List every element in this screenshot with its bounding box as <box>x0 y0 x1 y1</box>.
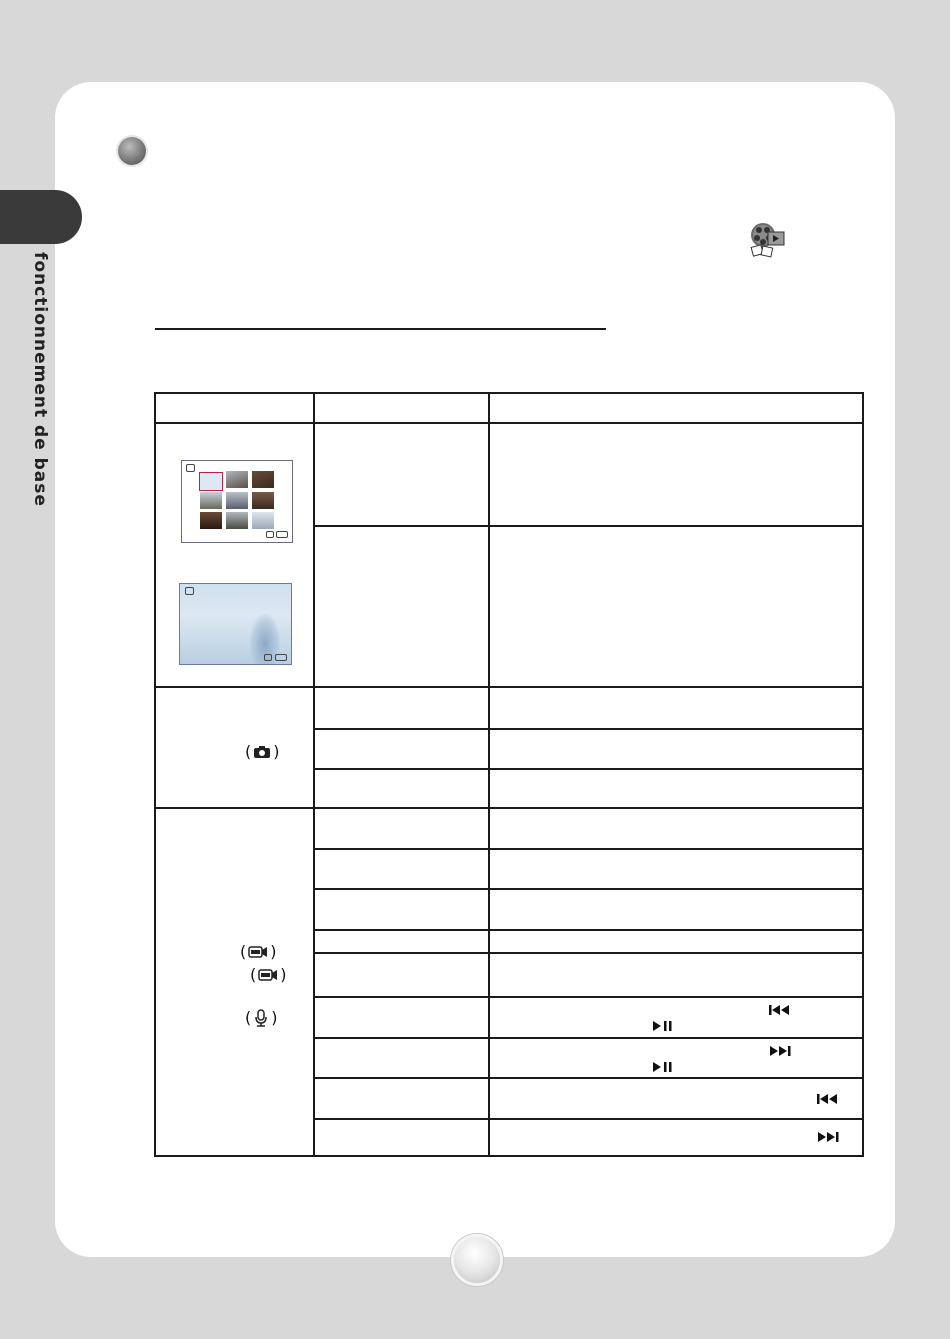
thumbnail <box>226 492 248 509</box>
group-divider-2 <box>154 807 864 809</box>
skip-next-icon <box>816 1131 840 1143</box>
thumbnail <box>200 492 222 509</box>
thumbnail-view-screen <box>181 460 293 543</box>
table-divider-1 <box>313 392 315 1157</box>
group-divider-1 <box>154 686 864 688</box>
video-mode-indicator: ( ) <box>250 965 287 984</box>
skip-previous-icon <box>768 1004 792 1016</box>
playback-mode-icon <box>185 587 194 595</box>
video-camera-icon <box>248 945 268 959</box>
battery-icon <box>276 531 288 538</box>
playback-mode-icon <box>186 464 195 472</box>
thumbnail <box>226 471 248 488</box>
chapter-label: fonctionnement de base <box>30 252 50 507</box>
full-screen-view <box>179 583 292 665</box>
table-divider-2 <box>488 392 490 1157</box>
microphone-icon <box>253 1009 269 1027</box>
play-pause-icon <box>652 1020 676 1032</box>
thumbnail <box>226 512 248 529</box>
row-divider <box>313 1037 864 1039</box>
video-mode-indicator: ( ) <box>240 942 277 961</box>
row-divider <box>313 728 864 730</box>
page-number-badge <box>451 1234 503 1286</box>
row-divider <box>313 888 864 890</box>
row-divider <box>313 768 864 770</box>
battery-icon <box>275 654 287 661</box>
row-divider <box>313 1077 864 1079</box>
circle-bullet-icon <box>118 137 146 165</box>
section-underline <box>155 328 606 330</box>
chapter-tab <box>0 190 82 244</box>
row-divider <box>313 996 864 998</box>
row-divider <box>313 952 864 954</box>
table-border-top <box>154 392 864 394</box>
header-row-divider <box>154 422 864 424</box>
table-border-right <box>862 392 864 1157</box>
row-divider <box>313 848 864 850</box>
video-camera-icon <box>258 968 278 982</box>
row-divider <box>313 525 864 527</box>
thumbnail <box>252 512 274 529</box>
row-divider <box>313 1118 864 1120</box>
thumbnail <box>252 471 274 488</box>
table-border-left <box>154 392 156 1157</box>
skip-next-icon <box>768 1045 792 1057</box>
photo-mode-indicator: ( ) <box>245 742 280 761</box>
skip-previous-icon <box>816 1093 840 1105</box>
thumbnail <box>252 492 274 509</box>
storage-icon <box>264 654 272 661</box>
thumbnail-selected <box>200 473 222 490</box>
storage-icon <box>266 531 274 538</box>
camera-icon <box>253 745 271 759</box>
play-pause-icon <box>652 1061 676 1073</box>
thumbnail <box>200 512 222 529</box>
film-reel-playback-icon <box>746 220 788 258</box>
row-divider <box>313 929 864 931</box>
table-border-bottom <box>154 1155 864 1157</box>
voice-mode-indicator: ( ) <box>245 1008 278 1027</box>
